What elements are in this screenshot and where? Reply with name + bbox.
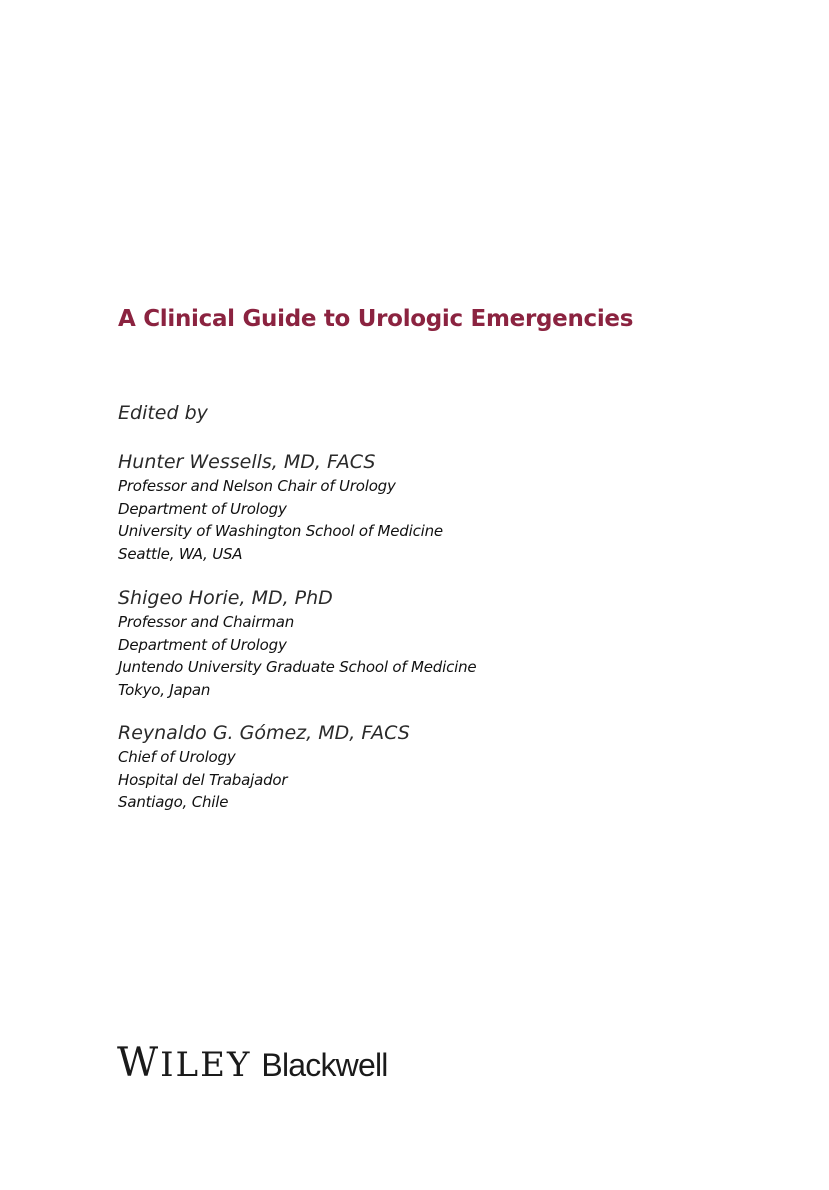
editor-location: Tokyo, Japan <box>118 680 211 699</box>
editor-location: Santiago, Chile <box>118 793 229 811</box>
wiley-blackwell-logo <box>117 1040 388 1086</box>
editor-title: Professor and Nelson Chair of Urology <box>118 477 396 495</box>
edited-by-label: Edited by <box>118 402 208 424</box>
book-title: A Clinical Guide to Urologic Emergencies <box>118 306 634 332</box>
editor-title: Professor and Chairman <box>118 613 295 631</box>
editor-institution: Hospital del Trabajador <box>118 770 288 789</box>
editor-location: Seattle, WA, USA <box>118 544 243 563</box>
editor-name: Shigeo Horie, MD, PhD <box>118 587 333 609</box>
editor-department: Department of Urology <box>118 499 287 518</box>
editor-block <box>118 449 443 565</box>
editor-block <box>118 585 476 701</box>
editor-title: Chief of Urology <box>118 748 236 766</box>
wiley-wordmark: WILEY <box>117 1040 252 1086</box>
editor-institution: University of Washington School of Medicine <box>118 522 443 540</box>
editor-name: Reynaldo G. Gómez, MD, FACS <box>118 722 410 744</box>
editor-name: Hunter Wessells, MD, FACS <box>118 451 376 473</box>
blackwell-wordmark: Blackwell <box>261 1047 388 1083</box>
editor-department: Department of Urology <box>118 635 287 654</box>
editor-block <box>118 720 410 814</box>
editor-institution: Juntendo University Graduate School of Medicine <box>118 658 477 676</box>
